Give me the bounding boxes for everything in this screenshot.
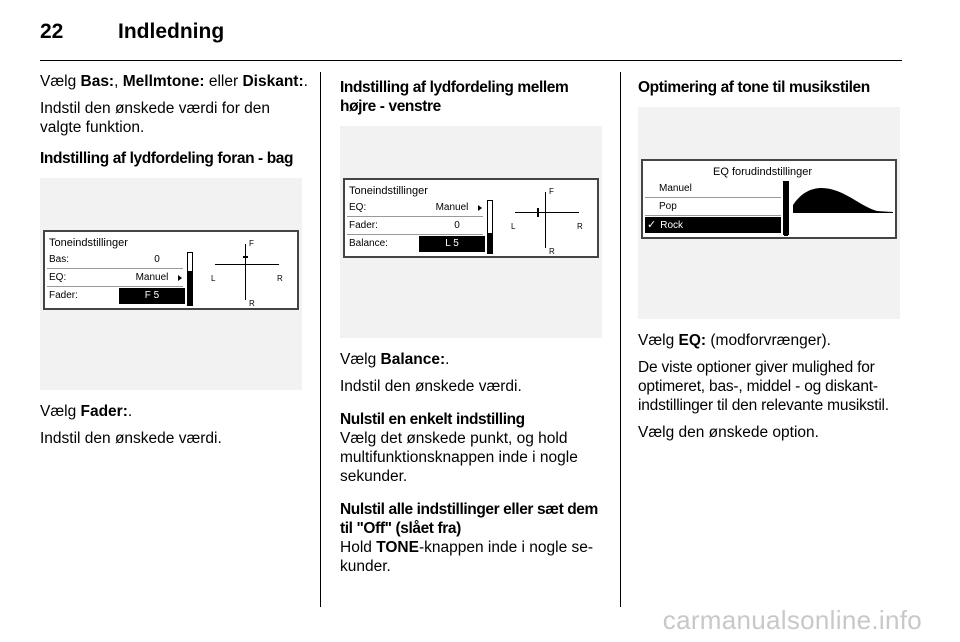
header-rule bbox=[40, 60, 902, 61]
chapter-title: Indledning bbox=[118, 20, 225, 43]
display-screenshot-fader bbox=[40, 178, 302, 390]
column-2 bbox=[340, 72, 605, 584]
tone-settings-screen bbox=[43, 230, 299, 310]
eq-option-manual[interactable]: Manuel bbox=[659, 183, 692, 194]
eq-option-pop[interactable]: Pop bbox=[659, 201, 677, 212]
row-separator bbox=[645, 197, 781, 198]
column-divider-1 bbox=[320, 72, 321, 607]
menu-row-fader[interactable]: Fader: F 5 bbox=[47, 288, 187, 304]
watermark: carmanualsonline.info bbox=[662, 605, 922, 635]
column-divider-2 bbox=[620, 72, 621, 607]
column-1 bbox=[40, 72, 315, 456]
instruction-set-value: Indstil den ønskede værdi for den valgte funktion. bbox=[40, 100, 271, 136]
sound-distribution-crosshair: F R L R bbox=[511, 187, 583, 256]
eq-options-description: De viste optioner giver mulighed for optimeret, bas-, middel - og diskant-indstillinger til den relevante musikstil. bbox=[638, 359, 889, 414]
instruction-reset-all: Hold TONE-knappen inde i nogle se-kunder. bbox=[340, 539, 594, 575]
menu-scrollbar[interactable] bbox=[783, 181, 789, 235]
submenu-arrow-icon bbox=[178, 275, 182, 281]
display-screenshot-eq bbox=[638, 107, 900, 319]
row-separator bbox=[47, 268, 183, 269]
menu-row-bass[interactable]: Bas: 0 bbox=[49, 254, 160, 265]
instruction-select-tone: Vælg Bas:, Mellmtone: eller Diskant:. bbox=[40, 73, 308, 90]
section-heading-eq: Optimering af tone til musikstilen bbox=[638, 79, 870, 96]
section-heading-reset-all: Nulstil alle indstillinger eller sæt dem til "Off" (slået fra) bbox=[340, 501, 598, 537]
display-screenshot-balance bbox=[340, 126, 602, 338]
instruction-select-fader: Vælg Fader:. bbox=[40, 403, 133, 420]
sound-distribution-crosshair: F R L R bbox=[211, 239, 283, 308]
menu-scrollbar[interactable] bbox=[487, 200, 493, 254]
section-heading-reset-single: Nulstil en enkelt indstilling bbox=[340, 411, 525, 428]
instruction-select-eq: Vælg EQ: (modforvrænger). bbox=[638, 332, 831, 349]
fader-position-marker bbox=[243, 256, 248, 258]
eq-curve-graphic bbox=[793, 185, 893, 215]
instruction-select-option: Vælg den ønskede option. bbox=[638, 424, 819, 441]
instruction-reset-single: Vælg det ønskede punkt, og hold multifunktionsknappen inde i nogle sekunder. bbox=[340, 430, 578, 485]
row-separator bbox=[47, 286, 183, 287]
screen-title: Toneindstillinger bbox=[49, 237, 128, 249]
tone-settings-screen bbox=[343, 178, 599, 258]
screen-title: Toneindstillinger bbox=[349, 185, 428, 197]
instruction-select-balance: Vælg Balance:. bbox=[340, 351, 450, 368]
instruction-set-desired-value: Indstil den ønskede værdi. bbox=[340, 378, 522, 395]
section-heading-fader: Indstilling af lydfordeling foran - bag bbox=[40, 150, 294, 167]
column-3 bbox=[638, 72, 903, 450]
section-heading-balance: Indstilling af lydfordeling mellem højre - venstre bbox=[340, 79, 569, 115]
row-separator bbox=[347, 216, 483, 217]
page-number: 22 bbox=[40, 20, 64, 43]
selected-value-balance: L 5 bbox=[419, 236, 485, 252]
row-separator bbox=[645, 215, 781, 216]
eq-presets-screen bbox=[641, 159, 897, 239]
balance-position-marker bbox=[537, 208, 539, 217]
screen-title: EQ forudindstillinger bbox=[713, 166, 813, 178]
menu-scrollbar[interactable] bbox=[187, 252, 193, 306]
menu-row-eq[interactable]: EQ: Manuel bbox=[49, 272, 169, 283]
selected-value-fader: F 5 bbox=[119, 288, 185, 304]
submenu-arrow-icon bbox=[478, 205, 482, 211]
instruction-set-desired-value: Indstil den ønskede værdi. bbox=[40, 430, 222, 447]
row-separator bbox=[347, 234, 483, 235]
checkmark-icon: ✓ bbox=[647, 219, 657, 231]
eq-option-rock[interactable]: ✓ Rock bbox=[645, 217, 781, 233]
menu-row-eq[interactable]: EQ: Manuel bbox=[349, 202, 469, 213]
menu-row-balance[interactable]: Balance: L 5 bbox=[347, 236, 487, 252]
menu-row-fader[interactable]: Fader: 0 bbox=[349, 220, 460, 231]
